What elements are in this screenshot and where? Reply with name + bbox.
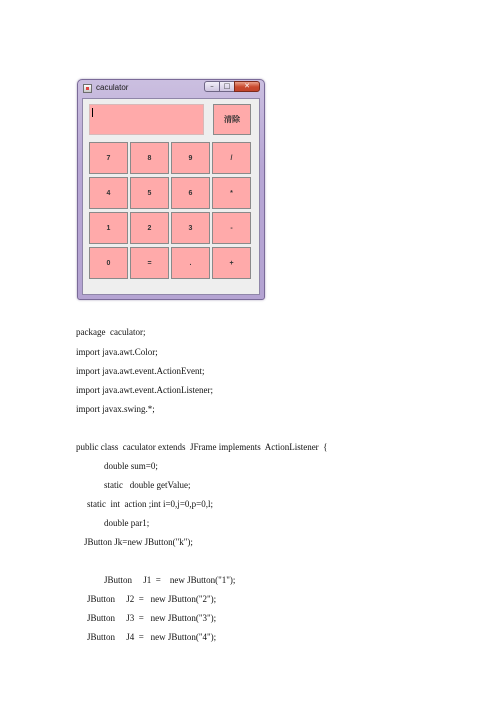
key-nine[interactable]: 9 bbox=[171, 142, 210, 174]
maximize-button[interactable]: □ bbox=[219, 81, 235, 92]
title-bar[interactable] bbox=[78, 80, 264, 98]
code-line: double par1; bbox=[104, 518, 150, 528]
display-field[interactable] bbox=[89, 104, 204, 135]
code-line: package caculator; bbox=[76, 327, 146, 337]
calculator-panel bbox=[82, 98, 260, 295]
key-divide[interactable]: / bbox=[212, 142, 251, 174]
code-line: import java.awt.event.ActionListener; bbox=[76, 385, 213, 395]
calculator-window bbox=[77, 79, 265, 300]
code-line: public class caculator extends JFrame implements ActionListener { bbox=[76, 442, 328, 452]
code-line: static double getValue; bbox=[104, 480, 191, 490]
clear-button[interactable]: 清除 bbox=[213, 104, 251, 135]
key-five[interactable]: 5 bbox=[130, 177, 169, 209]
key-four[interactable]: 4 bbox=[89, 177, 128, 209]
code-line: import java.awt.Color; bbox=[76, 347, 158, 357]
code-line: JButton J1 = new JButton("1"); bbox=[104, 575, 236, 585]
key-six[interactable]: 6 bbox=[171, 177, 210, 209]
code-line: double sum=0; bbox=[104, 461, 158, 471]
java-app-icon bbox=[83, 84, 92, 93]
key-add[interactable]: + bbox=[212, 247, 251, 279]
key-seven[interactable]: 7 bbox=[89, 142, 128, 174]
code-line: static int action ;int i=0,j=0,p=0,l; bbox=[87, 499, 213, 509]
key-equals[interactable]: = bbox=[130, 247, 169, 279]
key-zero[interactable]: 0 bbox=[89, 247, 128, 279]
key-eight[interactable]: 8 bbox=[130, 142, 169, 174]
code-line: JButton J4 = new JButton("4"); bbox=[87, 632, 217, 642]
key-decimal[interactable]: . bbox=[171, 247, 210, 279]
window-controls bbox=[204, 81, 260, 93]
window-title: caculator bbox=[96, 83, 129, 92]
minimize-button[interactable]: – bbox=[204, 81, 220, 92]
code-line: JButton J2 = new JButton("2"); bbox=[87, 594, 217, 604]
code-line: JButton J3 = new JButton("3"); bbox=[87, 613, 217, 623]
code-line: import javax.swing.*; bbox=[76, 404, 155, 414]
key-three[interactable]: 3 bbox=[171, 212, 210, 244]
text-caret bbox=[92, 108, 93, 117]
key-two[interactable]: 2 bbox=[130, 212, 169, 244]
key-one[interactable]: 1 bbox=[89, 212, 128, 244]
close-button[interactable]: ✕ bbox=[234, 81, 260, 92]
code-line: JButton Jk=new JButton("k"); bbox=[84, 537, 193, 547]
code-line: import java.awt.event.ActionEvent; bbox=[76, 366, 205, 376]
key-subtract[interactable]: - bbox=[212, 212, 251, 244]
key-multiply[interactable]: * bbox=[212, 177, 251, 209]
